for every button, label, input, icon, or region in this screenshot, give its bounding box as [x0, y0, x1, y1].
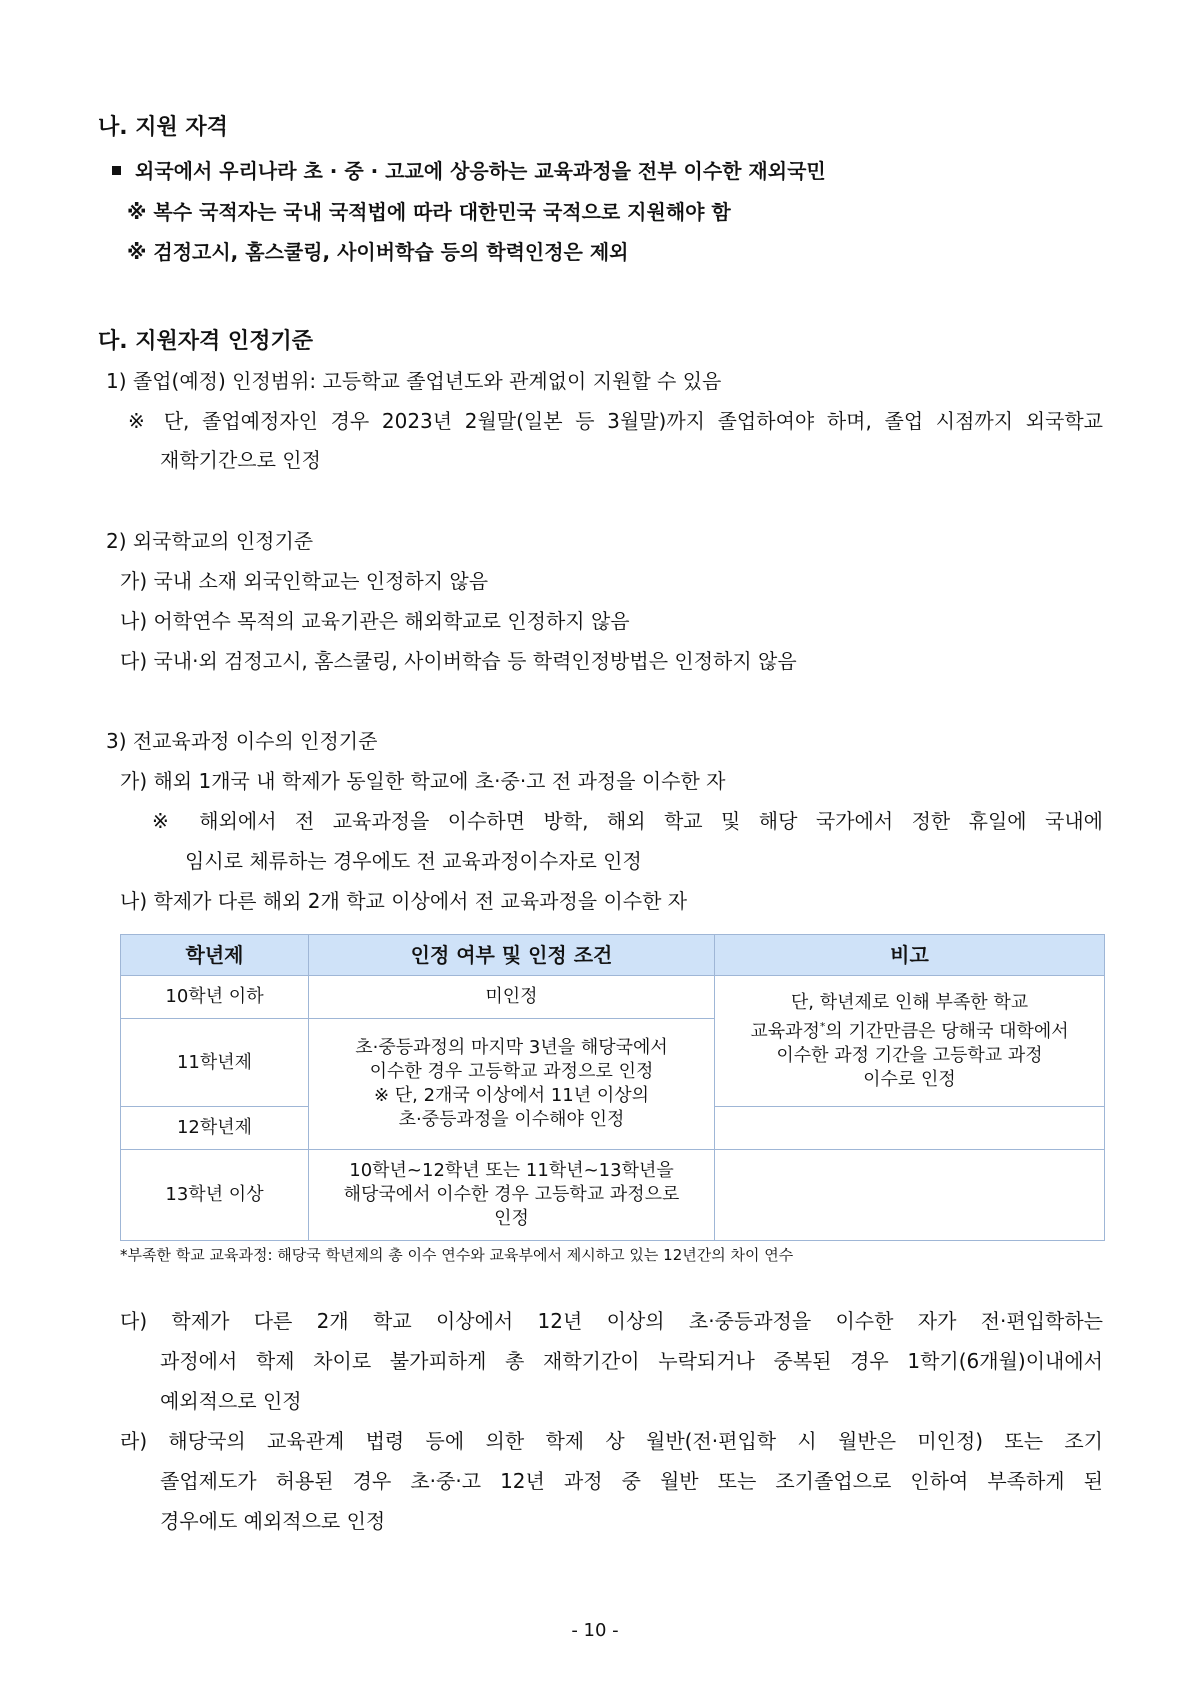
item3-da-line2: 과정에서 학제 차이로 불가피하게 총 재학기간이 누락되거나 중복된 경우 1학기(6개월)이내에서 [160, 1349, 1103, 1373]
item2-heading: 2) 외국학교의 인정기준 [106, 529, 314, 553]
remark-line: 이수로 인정 [863, 1068, 956, 1090]
item1-heading: 1) 졸업(예정) 인정범위: 고등학교 졸업년도와 관계없이 지원할 수 있음 [106, 369, 722, 393]
header-remarks: 비고 [715, 935, 1105, 976]
cell-cond-10: 미인정 [309, 976, 715, 1019]
cell-empty [715, 1150, 1105, 1241]
page-number: - 10 - [571, 1620, 619, 1641]
item2-sub-na: 나) 어학연수 목적의 교육기관은 해외학교로 인정하지 않음 [120, 609, 630, 633]
item3-ra-line1: 라) 해당국의 교육관계 법령 등에 의한 학제 상 월반(전·편입학 시 월반은 미인정) 또는 조기 [120, 1429, 1103, 1453]
item3-ga: 가) 해외 1개국 내 학제가 동일한 학교에 초·중·고 전 과정을 이수한 자 [120, 769, 726, 793]
cell-grade-11: 11학년제 [121, 1019, 309, 1107]
item3-ra-line3: 경우에도 예외적으로 인정 [160, 1509, 386, 1533]
cond-line: 해당국에서 이수한 경우 고등학교 과정으로 [343, 1184, 680, 1205]
cond-line: 10학년~12학년 또는 11학년~13학년을 [349, 1160, 674, 1181]
note-exclusions: ※ 검정고시, 홈스쿨링, 사이버학습 등의 학력인정은 제외 [127, 240, 629, 264]
item3-na: 나) 학제가 다른 해외 2개 학교 이상에서 전 교육과정을 이수한 자 [120, 889, 688, 913]
bullet-text: 외국에서 우리나라 초 · 중 · 고교에 상응하는 교육과정을 전부 이수한 재외국민 [135, 159, 826, 183]
cell-grade-12: 12학년제 [121, 1107, 309, 1150]
item3-da-line1: 다) 학제가 다른 2개 학교 이상에서 12년 이상의 초·중등과정을 이수한 자가 전·편입학하는 [120, 1309, 1103, 1333]
section-da-title: 다. 지원자격 인정기준 [98, 329, 313, 354]
item1-note-line1: ※ 단, 졸업예정자인 경우 2023년 2월말(일본 등 3월말)까지 졸업하여야 하며, 졸업 시점까지 외국학교 [128, 409, 1103, 433]
table-row [121, 1150, 1105, 1241]
table-header-row [121, 935, 1105, 976]
cond-line: ※ 단, 2개국 이상에서 11년 이상의 [373, 1085, 650, 1106]
cell-cond-11-12 [309, 1019, 715, 1150]
cell-grade-10: 10학년 이하 [121, 976, 309, 1019]
item3-da-line3: 예외적으로 인정 [160, 1389, 302, 1413]
item2-sub-da: 다) 국내·외 검정고시, 홈스쿨링, 사이버학습 등 학력인정방법은 인정하지 않음 [120, 649, 797, 673]
table-row [121, 976, 1105, 1019]
cell-cond-13 [309, 1150, 715, 1241]
header-grade-system: 학년제 [121, 935, 309, 976]
table-footnote: *부족한 학교 교육과정: 해당국 학년제의 총 이수 연수와 교육부에서 제시하고 있는 12년간의 차이 연수 [120, 1246, 794, 1264]
cell-empty [715, 1107, 1105, 1150]
item3-ga-note-line1: ※ 해외에서 전 교육과정을 이수하면 방학, 해외 학교 및 해당 국가에서 정한 휴일에 국내에 [152, 809, 1103, 833]
item3-heading: 3) 전교육과정 이수의 인정기준 [106, 729, 378, 753]
cond-line: 초·중등과정을 이수해야 인정 [398, 1109, 625, 1130]
note-dual-citizenship: ※ 복수 국적자는 국내 국적법에 따라 대한민국 국적으로 지원해야 함 [127, 200, 731, 224]
remark-line: 단, 학년제로 인해 부족한 학교 [790, 991, 1029, 1013]
cond-line: 인정 [494, 1208, 529, 1229]
cond-line: 이수한 경우 고등학교 과정으로 인정 [369, 1061, 654, 1082]
grade-system-table [120, 934, 1105, 1241]
section-na-bullet [112, 155, 826, 184]
section-na-title: 나. 지원 자격 [98, 115, 228, 140]
square-bullet-icon [112, 166, 121, 175]
header-recognition: 인정 여부 및 인정 조건 [309, 935, 715, 976]
item2-sub-ga: 가) 국내 소재 외국인학교는 인정하지 않음 [120, 569, 489, 593]
cell-remark [715, 976, 1105, 1107]
remark-line: 이수한 과정 기간을 고등학교 과정 [776, 1044, 1043, 1066]
cell-grade-13: 13학년 이상 [121, 1150, 309, 1241]
cond-line: 초·중등과정의 마지막 3년을 해당국에서 [355, 1037, 668, 1058]
item3-ra-line2: 졸업제도가 허용된 경우 초·중·고 12년 과정 중 월반 또는 조기졸업으로 인하여 부족하게 된 [160, 1469, 1103, 1493]
remark-line: 교육과정*의 기간만큼은 당해국 대학에서 [750, 1019, 1069, 1042]
item3-ga-note-line2: 임시로 체류하는 경우에도 전 교육과정이수자로 인정 [185, 849, 642, 873]
item1-note-line2: 재학기간으로 인정 [160, 448, 321, 472]
